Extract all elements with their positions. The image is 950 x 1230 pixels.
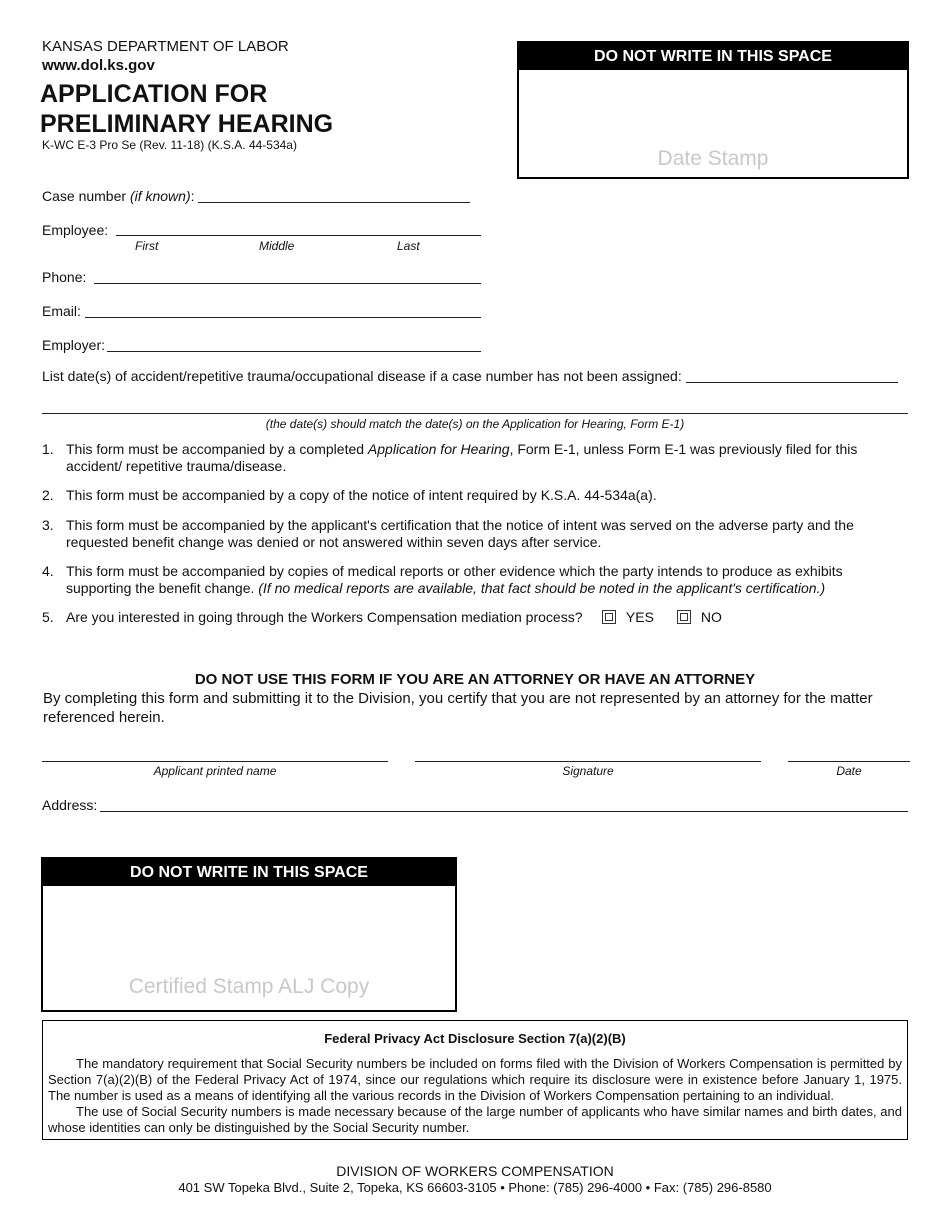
phone-field[interactable]: [94, 283, 481, 284]
instruction-number: 5.: [42, 609, 54, 625]
footer-contact: 401 SW Topeka Blvd., Suite 2, Topeka, KS 66603-3105 • Phone: (785) 296-4000 • Fax: (785) 296-8580: [178, 1180, 772, 1195]
privacy-disclosure-box: [42, 1020, 908, 1140]
applicant-printed-name-field[interactable]: [42, 761, 388, 762]
privacy-paragraph-2: The use of Social Security numbers is made necessary because of the large number of applicants who have similar names and birth dates, and whose identities can only be distinguished by the Social Security number.: [48, 1104, 902, 1135]
mediation-question: Are you interested in going through the Workers Compensation mediation process?: [66, 609, 583, 625]
signature-field[interactable]: [415, 761, 761, 762]
certified-stamp-box: [41, 857, 457, 1012]
date-stamp-box: [517, 41, 909, 179]
agency-name: KANSAS DEPARTMENT OF LABOR: [42, 38, 289, 55]
stamp-box-heading: DO NOT WRITE IN THIS SPACE: [519, 43, 907, 70]
privacy-heading: Federal Privacy Act Disclosure Section 7(a)(2)(B): [324, 1031, 626, 1046]
address-field[interactable]: [100, 811, 908, 812]
privacy-paragraph-1: The mandatory requirement that Social Security numbers be included on forms filed with the Division of Workers Compensation is permitted by Section 7(a)(2)(B) of the Federal Privacy Act of 1974, since our regulations which require its disclosure were in existence before January 1, 1975. The number is used as a means of identifying all the various records in the Division of Workers Compensation pertaining to an individual.: [48, 1056, 902, 1103]
date-stamp-placeholder: Date Stamp: [657, 147, 769, 170]
email-field[interactable]: [85, 317, 481, 318]
mediation-yes-checkbox[interactable]: [602, 610, 616, 624]
instruction-number: 1.: [42, 441, 54, 457]
date-field[interactable]: [788, 761, 910, 762]
instruction-number: 2.: [42, 487, 54, 503]
mediation-no-option[interactable]: [677, 609, 722, 626]
accident-dates-note: (the date(s) should match the date(s) on the Application for Hearing, Form E-1): [265, 417, 685, 431]
phone-label: Phone:: [42, 269, 87, 285]
address-label: Address:: [42, 797, 98, 813]
accident-dates-field[interactable]: [686, 382, 898, 383]
employer-field[interactable]: [107, 351, 481, 352]
employee-label: Employee:: [42, 222, 109, 238]
form-code: K-WC E-3 Pro Se (Rev. 11-18) (K.S.A. 44-534a): [42, 138, 297, 152]
mediation-no-checkbox[interactable]: [677, 610, 691, 624]
signature-caption: Signature: [562, 764, 614, 778]
mediation-yes-option[interactable]: [602, 609, 654, 626]
form-title-line-1: APPLICATION FOR: [40, 80, 268, 108]
form-title-line-2: PRELIMINARY HEARING: [40, 110, 334, 138]
instruction-item-3: This form must be accompanied by the applicant's certification that the notice of intent was served on the adverse party and the requested benefit change was denied or not answered within seven days after service.: [66, 517, 854, 550]
attorney-certification-text: By completing this form and submitting it to the Division, you certify that you are not represented by an attorney for the matter referenced herein.: [43, 690, 873, 726]
accident-dates-label: List date(s) of accident/repetitive trauma/occupational disease if a case number has not been assigned:: [42, 368, 682, 384]
employer-label: Employer:: [42, 337, 106, 353]
accident-dates-field-continued[interactable]: [42, 413, 908, 414]
employee-first-caption: First: [135, 239, 159, 253]
mediation-no-label: NO: [700, 609, 722, 625]
form-title: [40, 79, 333, 139]
instruction-number: 4.: [42, 563, 54, 579]
instruction-item-1: This form must be accompanied by a completed Application for Hearing, Form E-1, unless Form E-1 was previously filed for this accident/ repetitive trauma/disease.: [66, 441, 858, 474]
applicant-printed-name-caption: Applicant printed name: [153, 764, 277, 778]
employee-last-caption: Last: [397, 239, 420, 253]
mediation-yes-label: YES: [625, 609, 654, 625]
agency-website: www.dol.ks.gov: [42, 57, 155, 74]
email-label: Email:: [42, 303, 81, 319]
case-number-field[interactable]: [198, 202, 470, 203]
stamp-box-heading: DO NOT WRITE IN THIS SPACE: [43, 859, 455, 886]
employee-middle-caption: Middle: [259, 239, 295, 253]
instruction-item-4: This form must be accompanied by copies of medical reports or other evidence which the party intends to produce as exhibits supporting the benefit change. (If no medical reports are available, that fact should be noted in the applicant's certification.): [66, 563, 843, 596]
certified-stamp-placeholder: Certified Stamp ALJ Copy: [128, 975, 370, 998]
instruction-number: 3.: [42, 517, 54, 533]
instruction-item-5: [66, 609, 582, 626]
case-number-label: Case number (if known):: [42, 188, 195, 204]
attorney-warning-heading: DO NOT USE THIS FORM IF YOU ARE AN ATTORNEY OR HAVE AN ATTORNEY: [194, 671, 756, 688]
employee-name-field[interactable]: [116, 235, 481, 236]
date-caption: Date: [836, 764, 862, 778]
footer-division: DIVISION OF WORKERS COMPENSATION: [336, 1163, 614, 1179]
instruction-item-2: This form must be accompanied by a copy of the notice of intent required by K.S.A. 44-534a(a).: [66, 487, 657, 503]
